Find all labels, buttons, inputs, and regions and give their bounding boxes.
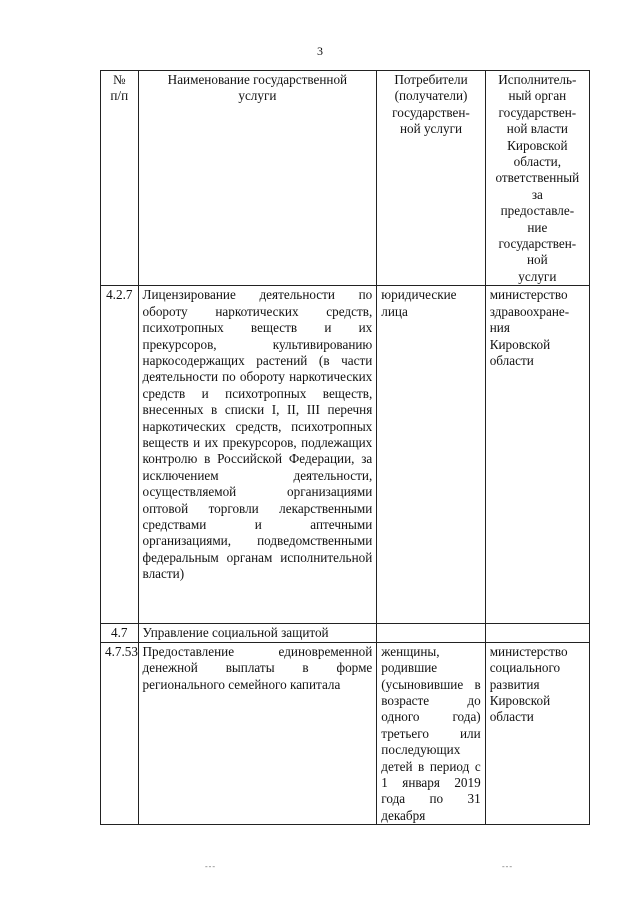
header-number: № п/п	[101, 71, 139, 286]
row-service-name: Предоставление единовременной денежной выплаты в форме регионального семейного капитала	[138, 642, 377, 824]
row-number: 4.7.53	[101, 642, 139, 824]
row-service-name: Управление социальной защитой	[138, 624, 377, 642]
row-executor: министерство социального развития Кировской области	[485, 642, 589, 824]
header-service-name: Наименование государственной услуги	[138, 71, 377, 286]
row-consumers: женщины, родившие (усыновившие в возрасте до одного года) третьего или последующих детей в период с 1 января 2019 года по 31 декабря	[377, 642, 485, 824]
table-row	[101, 286, 590, 624]
row-service-name: Лицензирование деятельности по обороту наркотических средств, психотропных веществ и их прекурсоров, культивированию наркосодержащих растений (в части деятельности по обороту наркотических средств и психотропных веществ, внесенных в списки I, II, III перечня наркотических средств, психотропных веществ и их прекурсоров, подлежащих контролю в Российской Федерации, за исключением деятельности, осуществляемой организациями оптовой торговли лекарственными средствами и аптечными организациями, подведомственными федеральным органам исполнительной власти)	[138, 286, 377, 624]
row-consumers	[377, 624, 485, 642]
header-executor: Исполнитель- ный орган государствен- ной власти Кировской области, ответственный за предоставле- ние государствен- ной услуги	[485, 71, 589, 286]
header-consumers: Потребители (получатели) государствен- ной услуги	[377, 71, 485, 286]
table-header-row	[101, 71, 590, 286]
row-number: 4.7	[101, 624, 139, 642]
page-number: 3	[317, 44, 323, 58]
row-executor: министерство здравоохране- ния Кировской области	[485, 286, 589, 624]
footer-mark-right: ---	[502, 862, 513, 871]
table-row	[101, 624, 590, 642]
services-table	[100, 70, 590, 825]
row-number: 4.2.7	[101, 286, 139, 624]
footer-mark-left: ---	[205, 862, 216, 871]
row-consumers: юридические лица	[377, 286, 485, 624]
row-executor	[485, 624, 589, 642]
table-row	[101, 642, 590, 824]
